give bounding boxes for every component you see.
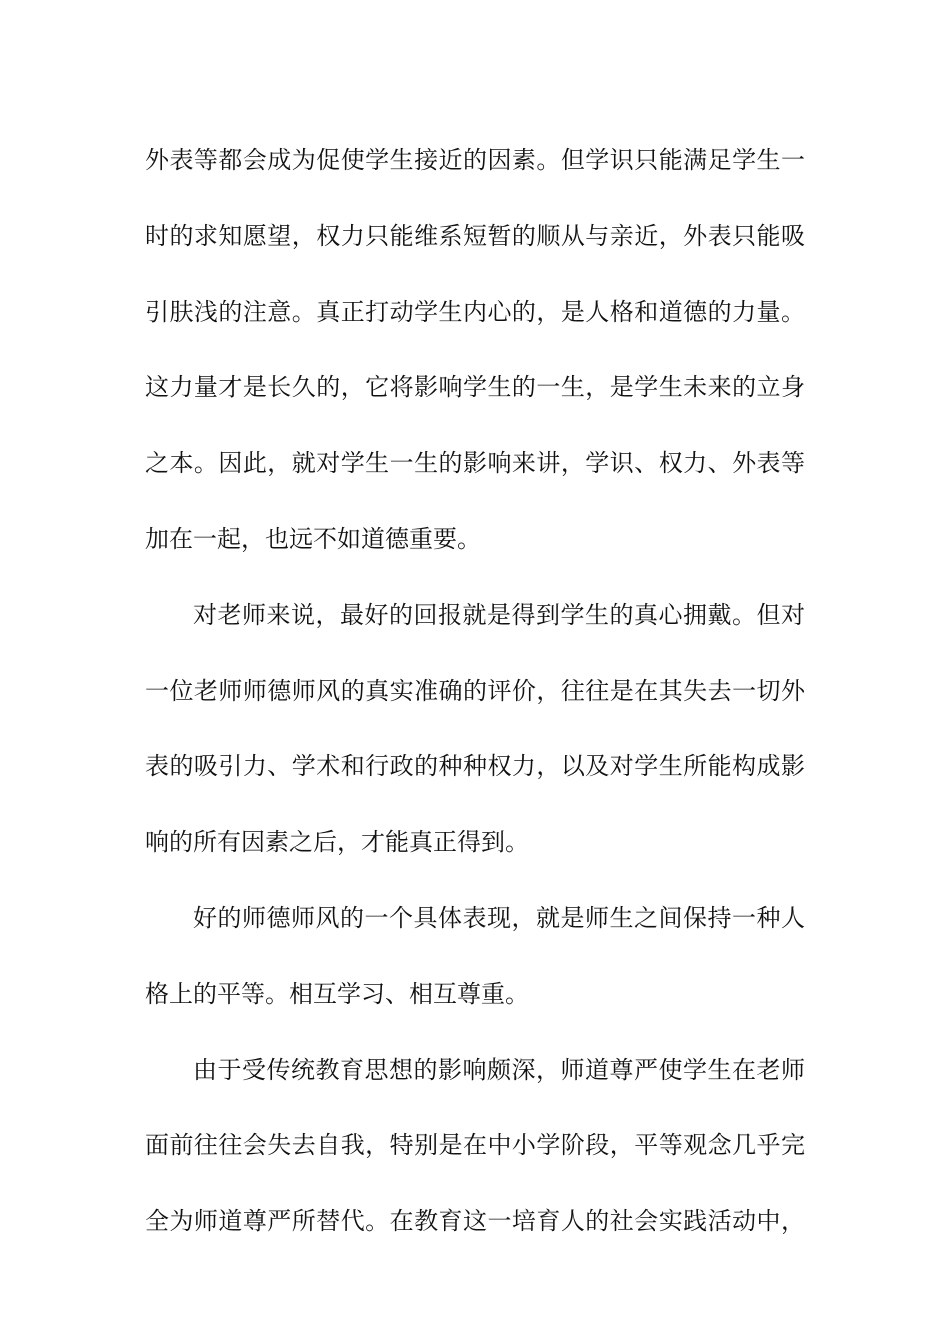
text-line: 由于受传统教育思想的影响颇深，师道尊严使学生在老师	[193, 1055, 805, 1084]
text-line: 加在一起，也远不如道德重要。	[145, 524, 481, 553]
text-line: 好的师德师风的一个具体表现，就是师生之间保持一种人	[193, 903, 805, 932]
text-line: 这力量才是长久的，它将影响学生的一生，是学生未来的立身	[145, 373, 805, 402]
text-line: 引肤浅的注意。真正打动学生内心的，是人格和道德的力量。	[145, 297, 805, 326]
text-line: 格上的平等。相互学习、相互尊重。	[145, 979, 529, 1008]
text-line: 之本。因此，就对学生一生的影响来讲，学识、权力、外表等	[145, 449, 805, 478]
text-line: 对老师来说，最好的回报就是得到学生的真心拥戴。但对	[193, 600, 805, 629]
text-line: 时的求知愿望，权力只能维系短暂的顺从与亲近，外表只能吸	[145, 221, 805, 250]
text-line: 全为师道尊严所替代。在教育这一培育人的社会实践活动中，	[145, 1207, 805, 1236]
body-text	[145, 123, 805, 1260]
text-line: 外表等都会成为促使学生接近的因素。但学识只能满足学生一	[145, 146, 805, 174]
text-line: 表的吸引力、学术和行政的种种权力，以及对学生所能构成影	[145, 752, 805, 781]
text-line: 响的所有因素之后，才能真正得到。	[145, 828, 529, 857]
text-line: 面前往往会失去自我，特别是在中小学阶段，平等观念几乎完	[145, 1131, 805, 1160]
text-line: 一位老师师德师风的真实准确的评价，往往是在其失去一切外	[145, 676, 805, 705]
